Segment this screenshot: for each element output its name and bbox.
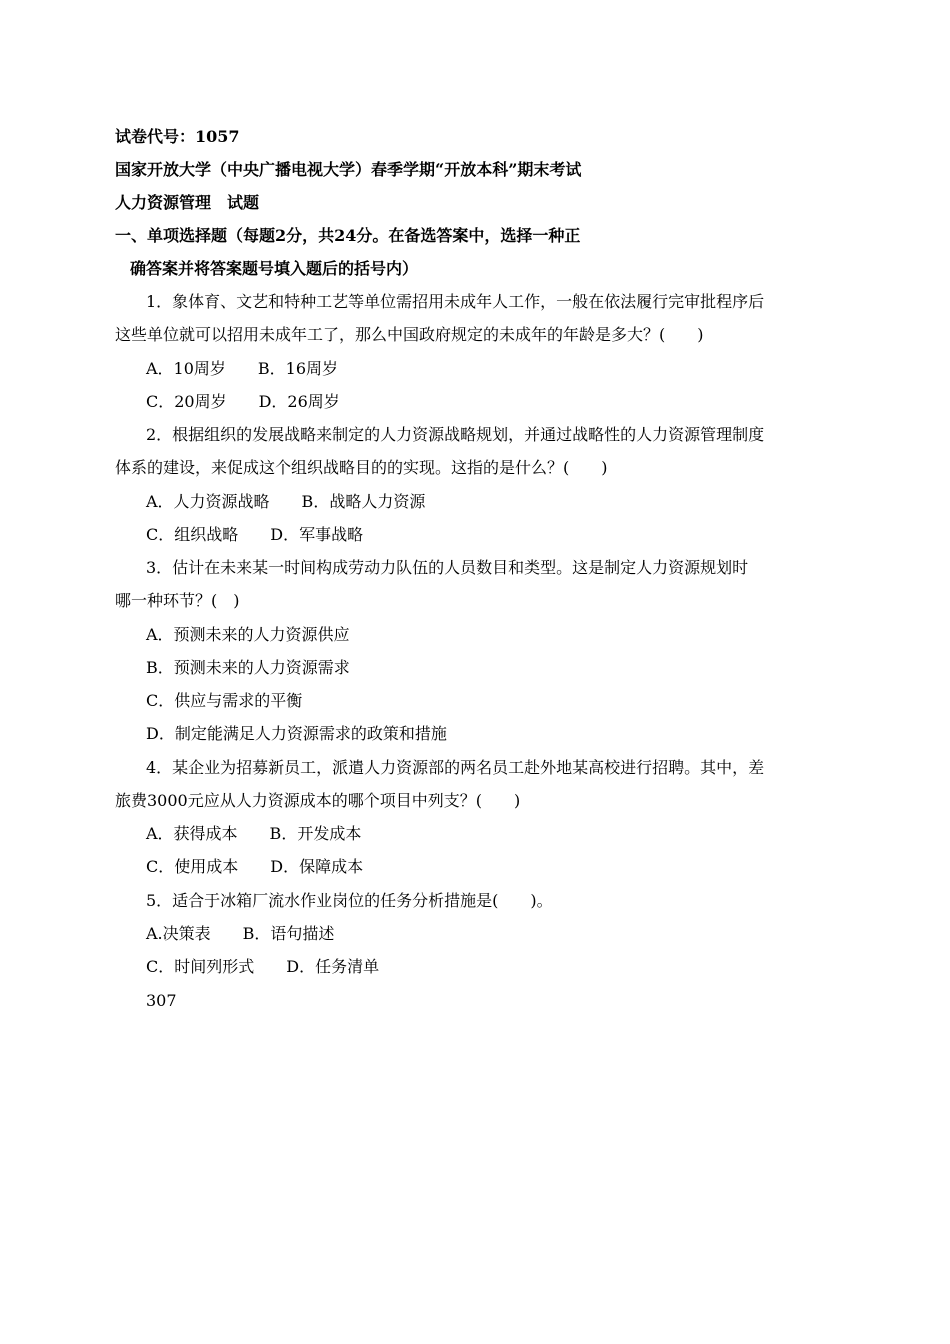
subject-title: 人力资源管理 试题	[115, 193, 260, 212]
question-stem-continued: 哪一种环节？( )	[115, 591, 240, 610]
question-option: D．制定能满足人力资源需求的政策和措施	[146, 724, 447, 743]
section-title: 一、单项选择题（每题2分，共24分。在备选答案中，选择一种正	[115, 226, 581, 245]
question-options: A．获得成本 B．开发成本	[146, 824, 362, 843]
question-stem: 3．估计在未来某一时间构成劳动力队伍的人员数目和类型。这是制定人力资源规划时	[146, 558, 749, 577]
question-option: A．预测未来的人力资源供应	[146, 625, 350, 644]
question-options: C．20周岁 D．26周岁	[146, 392, 340, 411]
question-options: A．10周岁 B．16周岁	[146, 359, 339, 378]
exam-code: 试卷代号：1057	[115, 127, 240, 146]
question-options: C．时间列形式 D．任务清单	[146, 957, 380, 976]
page-number: 307	[146, 991, 177, 1010]
question-stem-continued: 这些单位就可以招用未成年工了，那么中国政府规定的未成年的年龄是多大？( )	[115, 325, 704, 344]
question-stem-continued: 旅费3000元应从人力资源成本的哪个项目中列支？( )	[115, 791, 521, 810]
question-option: B．预测未来的人力资源需求	[146, 658, 350, 677]
question-stem: 2．根据组织的发展战略来制定的人力资源战略规划，并通过战略性的人力资源管理制度	[146, 425, 765, 444]
question-stem: 4．某企业为招募新员工，派遣人力资源部的两名员工赴外地某高校进行招聘。其中，差	[146, 758, 765, 777]
section-title-continued: 确答案并将答案题号填入题后的括号内）	[130, 259, 419, 278]
question-options: A.决策表 B．语句描述	[146, 924, 335, 943]
question-option: C．供应与需求的平衡	[146, 691, 303, 710]
question-options: C．组织战略 D．军事战略	[146, 525, 364, 544]
question-options: C．使用成本 D．保障成本	[146, 857, 364, 876]
question-stem: 1．象体育、文艺和特种工艺等单位需招用未成年人工作，一般在依法履行完审批程序后	[146, 292, 765, 311]
question-options: A．人力资源战略 B．战略人力资源	[146, 492, 426, 511]
university-title: 国家开放大学（中央广播电视大学）春季学期“开放本科”期末考试	[115, 160, 582, 179]
question-stem: 5．适合于冰箱厂流水作业岗位的任务分析措施是( )。	[146, 891, 553, 910]
question-stem-continued: 体系的建设，来促成这个组织战略目的的实现。这指的是什么？( )	[115, 458, 608, 477]
